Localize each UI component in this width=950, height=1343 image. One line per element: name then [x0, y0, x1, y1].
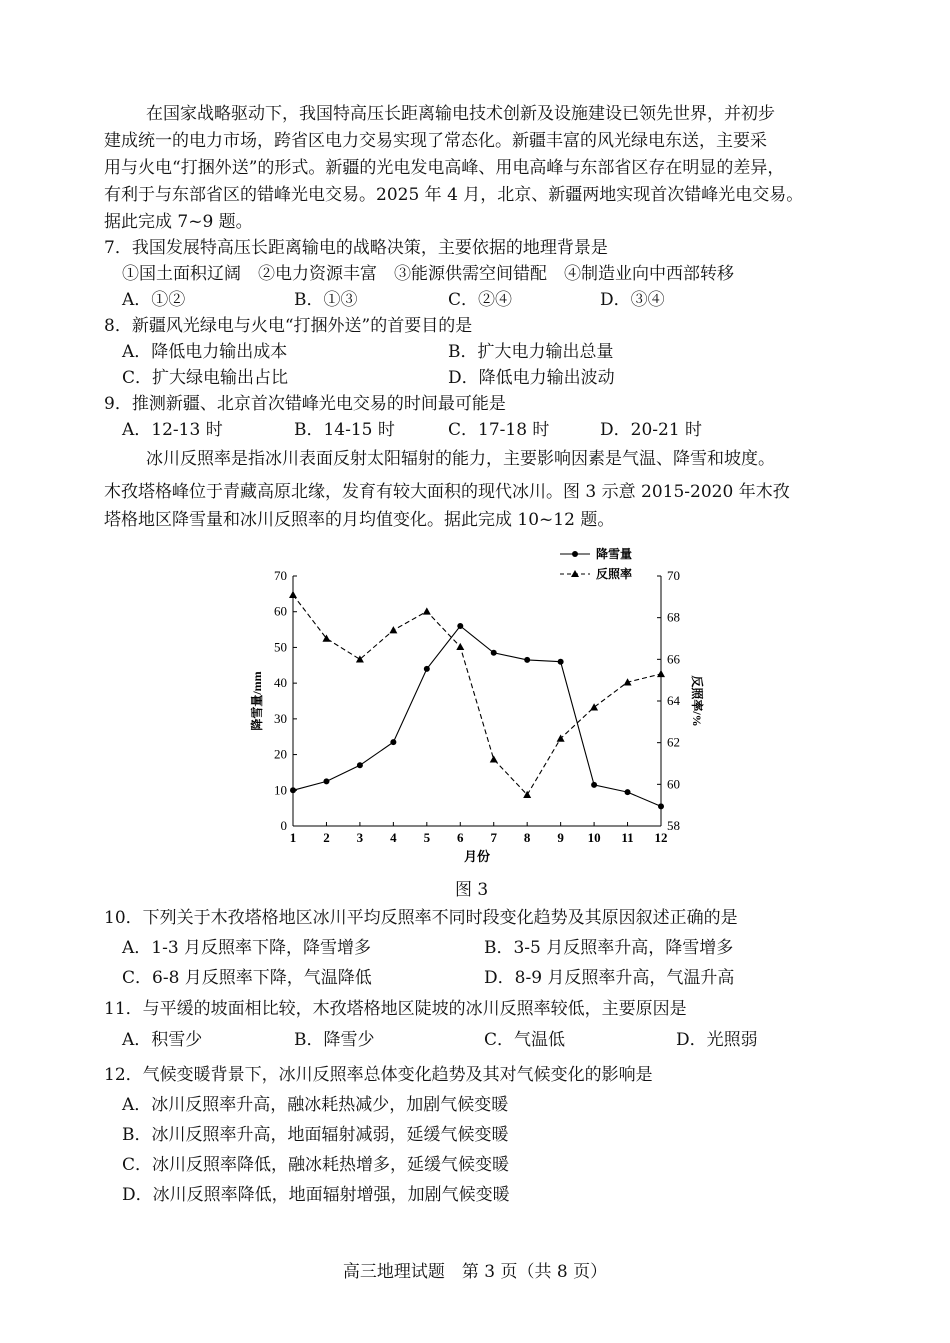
q11-option-b[interactable]: B．降雪少 [294, 1030, 375, 1050]
left-tick-label: 20 [274, 746, 287, 762]
x-tick-label: 11 [621, 830, 634, 845]
intro1-line-3: 用与火电“打捆外送”的形式。新疆的光电发电高峰、用电高峰与东部省区存在明显的差异， [104, 158, 785, 178]
q7-stem: 7．我国发展特高压长距离输电的战略决策，主要依据的地理背景是 [104, 238, 608, 258]
left-axis-label: 降雪量/mm [250, 671, 264, 731]
x-tick-label: 9 [557, 830, 564, 845]
intro2-line-1: 冰川反照率是指冰川表面反射太阳辐射的能力，主要影响因素是气温、降雪和坡度。 [146, 449, 775, 469]
left-tick-label: 60 [274, 603, 287, 619]
q8-stem: 8．新疆风光绿电与火电“打捆外送”的首要目的是 [104, 316, 473, 336]
q8-option-c[interactable]: C．扩大绿电输出占比 [122, 368, 289, 388]
x-tick-label: 8 [523, 830, 531, 845]
legend-marker [572, 551, 578, 557]
left-tick-label: 10 [274, 782, 287, 798]
x-tick-label: 3 [356, 830, 364, 845]
x-axis-label: 月份 [463, 849, 491, 864]
snowfall-point [524, 657, 530, 663]
right-tick-label: 60 [667, 776, 680, 792]
q9-option-a[interactable]: A．12-13 时 [122, 420, 223, 440]
q11-option-a[interactable]: A．积雪少 [122, 1030, 203, 1050]
q7-option-c[interactable]: C．②④ [448, 290, 513, 310]
q8-option-d[interactable]: D．降低电力输出波动 [448, 368, 615, 388]
figure-caption: 图 3 [455, 880, 489, 900]
q11-option-d[interactable]: D．光照弱 [676, 1030, 758, 1050]
q10-option-a[interactable]: A．1-3 月反照率下降，降雪增多 [122, 938, 372, 958]
legend-label: 降雪量 [596, 547, 633, 561]
snowfall-point [390, 739, 396, 745]
albedo-point [657, 670, 665, 677]
q7-option-d[interactable]: D．③④ [600, 290, 665, 310]
snowfall-point [491, 650, 497, 656]
snowfall-point [323, 778, 329, 784]
x-tick-label: 1 [289, 830, 297, 845]
x-tick-label: 4 [390, 830, 397, 845]
series-line-1 [293, 626, 661, 806]
albedo-point [289, 591, 297, 598]
snowfall-point [357, 762, 363, 768]
snowfall-point [558, 659, 564, 665]
q12-stem: 12．气候变暖背景下，冰川反照率总体变化趋势及其对气候变化的影响是 [104, 1065, 653, 1085]
right-tick-label: 64 [667, 693, 680, 708]
snowfall-point [625, 789, 631, 795]
q12-option-b[interactable]: B．冰川反照率升高，地面辐射减弱，延缓气候变暖 [122, 1125, 509, 1145]
chart-axes [249, 576, 705, 864]
intro1-line-5: 据此完成 7~9 题。 [104, 212, 253, 232]
left-tick-label: 30 [274, 710, 287, 726]
albedo-point [490, 755, 498, 762]
legend-label: 反照率 [596, 567, 633, 581]
snowfall-albedo-chart [240, 540, 710, 870]
q12-option-c[interactable]: C．冰川反照率降低，融冰耗热增多，延缓气候变暖 [122, 1155, 510, 1175]
chart-legend [560, 546, 632, 581]
albedo-point [590, 703, 598, 710]
albedo-point [389, 626, 397, 633]
intro2-line-3: 塔格地区降雪量和冰川反照率的月均值变化。据此完成 10~12 题。 [104, 510, 615, 530]
x-tick-label: 10 [587, 830, 601, 845]
page-footer: 高三地理试题 第 3 页（共 8 页） [342, 1262, 608, 1282]
q8-option-b[interactable]: B．扩大电力输出总量 [448, 342, 614, 362]
q10-option-b[interactable]: B．3-5 月反照率升高，降雪增多 [484, 938, 734, 958]
q9-stem: 9．推测新疆、北京首次错峰光电交易的时间最可能是 [104, 394, 506, 414]
q12-option-a[interactable]: A．冰川反照率升高，融冰耗热减少，加剧气候变暖 [122, 1095, 509, 1115]
q11-option-c[interactable]: C．气温低 [484, 1030, 566, 1050]
chart-series [289, 591, 665, 810]
snowfall-point [290, 787, 296, 793]
albedo-point [456, 643, 464, 650]
snowfall-point [658, 803, 664, 809]
left-tick-label: 50 [274, 639, 287, 655]
x-tick-label: 12 [654, 830, 668, 845]
q9-option-c[interactable]: C．17-18 时 [448, 420, 550, 440]
q8-option-a[interactable]: A．降低电力输出成本 [122, 342, 288, 362]
q12-option-d[interactable]: D．冰川反照率降低，地面辐射增强，加剧气候变暖 [122, 1185, 510, 1205]
q10-option-c[interactable]: C．6-8 月反照率下降，气温降低 [122, 968, 372, 988]
x-tick-label: 6 [457, 830, 464, 845]
right-tick-label: 70 [667, 568, 680, 583]
snowfall-point [424, 666, 430, 672]
snowfall-point [457, 623, 463, 629]
right-tick-label: 68 [667, 609, 680, 625]
q7-items: ①国土面积辽阔 ②电力资源丰富 ③能源供需空间错配 ④制造业向中西部转移 [122, 264, 734, 284]
albedo-point [423, 607, 431, 614]
intro1-line-2: 建成统一的电力市场，跨省区电力交易实现了常态化。新疆丰富的风光绿电东送，主要采 [104, 131, 767, 151]
chart-ticks [274, 568, 681, 845]
intro2-line-2: 木孜塔格峰位于青藏高原北缘，发育有较大面积的现代冰川。图 3 示意 2015-2020 年木孜 [104, 482, 790, 502]
q9-option-d[interactable]: D．20-21 时 [600, 420, 703, 440]
q11-stem: 11．与平缓的坡面相比较，木孜塔格地区陡坡的冰川反照率较低，主要原因是 [104, 999, 687, 1019]
q10-stem: 10．下列关于木孜塔格地区冰川平均反照率不同时段变化趋势及其原因叙述正确的是 [104, 908, 738, 928]
left-tick-label: 70 [274, 568, 287, 583]
q7-option-b[interactable]: B．①③ [294, 290, 358, 310]
q9-option-b[interactable]: B．14-15 时 [294, 420, 395, 440]
albedo-point [557, 735, 565, 742]
intro1-line-4: 有利于与东部省区的错峰光电交易。2025 年 4 月，北京、新疆两地实现首次错峰光电交易。 [104, 185, 804, 205]
right-tick-label: 58 [667, 818, 680, 833]
right-axis-label: 反照率/% [690, 675, 704, 727]
right-tick-label: 66 [667, 651, 680, 667]
left-tick-label: 40 [274, 675, 287, 691]
q7-option-a[interactable]: A．①② [122, 290, 186, 310]
right-tick-label: 62 [667, 734, 680, 750]
q10-option-d[interactable]: D．8-9 月反照率升高，气温升高 [484, 968, 735, 988]
snowfall-point [591, 782, 597, 788]
x-tick-label: 7 [490, 830, 497, 845]
series-line-2 [293, 595, 661, 795]
x-tick-label: 2 [323, 830, 330, 845]
left-tick-label: 0 [280, 818, 287, 833]
x-tick-label: 5 [423, 830, 431, 845]
intro1-line-1: 在国家战略驱动下，我国特高压长距离输电技术创新及设施建设已领先世界，并初步 [146, 104, 775, 124]
